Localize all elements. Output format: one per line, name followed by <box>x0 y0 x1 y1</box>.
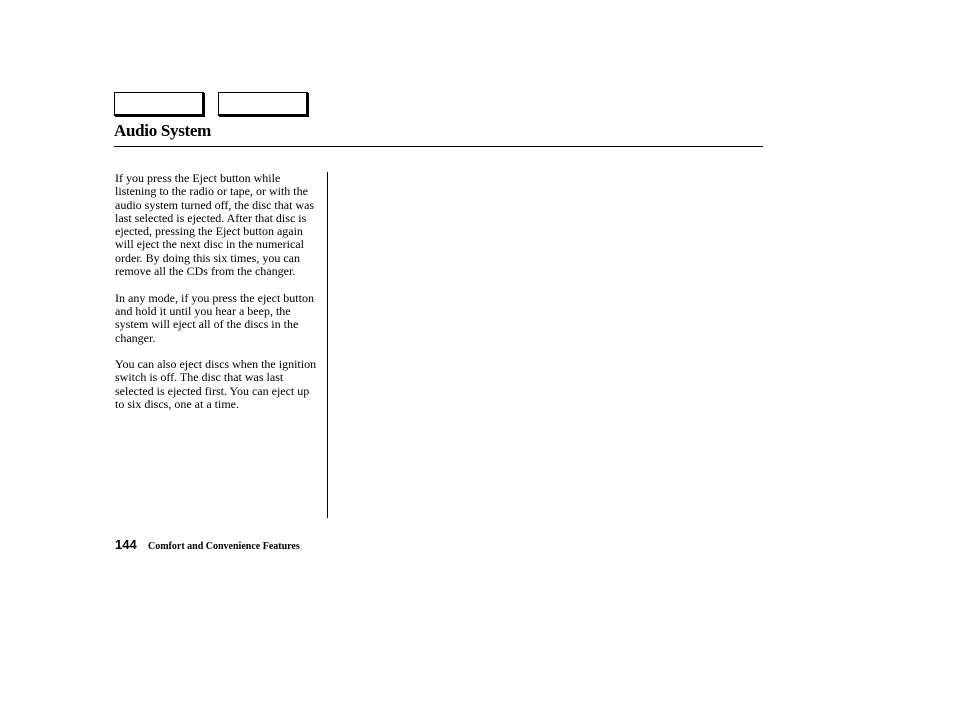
title-divider <box>114 146 763 147</box>
next-page-button[interactable] <box>218 92 308 116</box>
chapter-title: Comfort and Convenience Features <box>148 541 300 552</box>
paragraph-eject-ignition-off: You can also eject discs when the ignition switch is off. The disc that was last selected is ejected first. You can eject up to six discs, one at a time. <box>115 357 317 412</box>
left-text-column <box>115 172 320 425</box>
section-title: Audio System <box>114 121 211 140</box>
page-number: 144 <box>115 537 137 552</box>
previous-page-button[interactable] <box>114 92 204 116</box>
paragraph-eject-all: In any mode, if you press the eject button and hold it until you hear a beep, the system will eject all of the discs in the changer. <box>115 290 314 345</box>
paragraph-eject-single: If you press the Eject button while listening to the radio or tape, or with the audio system turned off, the disc that was last selected is ejected. After that disc is ejected, pressing the Eject button again will eject the next disc in the numerical order. By doing this six times, you can remove all the CDs from the changer. <box>115 171 315 279</box>
column-divider <box>327 172 328 518</box>
